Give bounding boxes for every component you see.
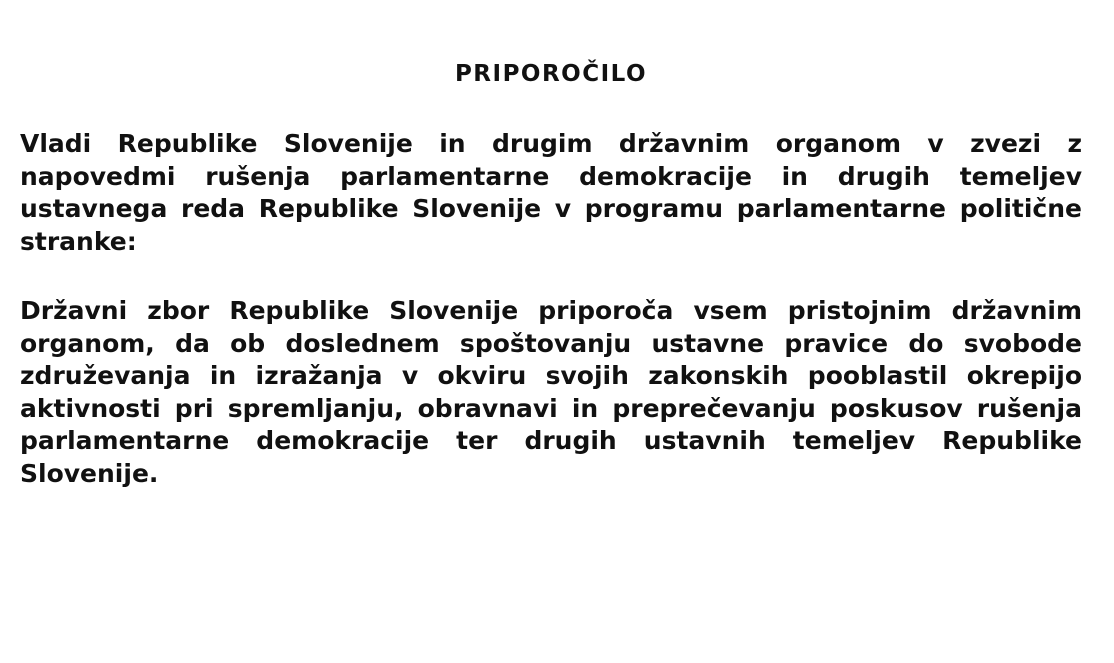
document-title: PRIPOROČILO (454, 61, 648, 87)
body-paragraph: Državni zbor Republike Slovenije priporoča vsem pristojnim državnim organom, da ob doslednem spoštovanju ustavne pravice do svobode združevanja in izražanja v okviru svojih zakonskih pooblastil okrepijo aktivnosti pri spremljanju, obravnavi in preprečevanju poskusov rušenja parlamentarne demokracije ter drugih ustavnih temeljev Republike Slovenije. (20, 296, 1082, 488)
document-page (20, 58, 1082, 490)
intro-paragraph: Vladi Republike Slovenije in drugim državnim organom v zvezi z napovedmi rušenja parlamentarne demokracije in drugih temeljev ustavnega reda Republike Slovenije v programu parlamentarne politične stranke: (20, 129, 1082, 256)
